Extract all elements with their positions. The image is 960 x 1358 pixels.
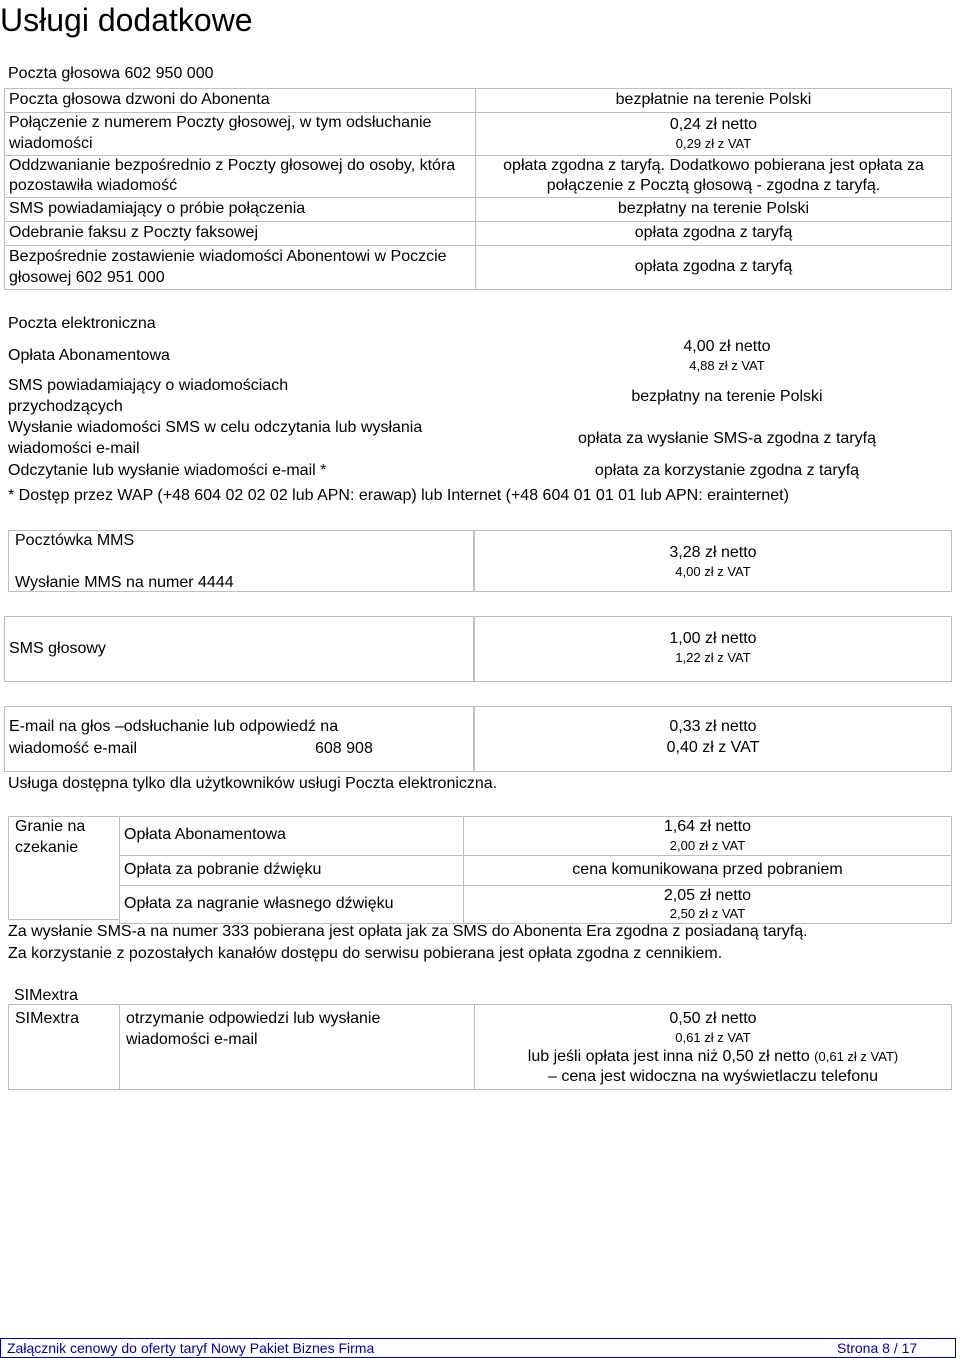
price-net: 0,50 zł netto xyxy=(669,1010,757,1027)
price-vat: 4,88 zł z VAT xyxy=(689,357,765,373)
email-voice-box xyxy=(4,706,474,772)
row-price: opłata zgodna z taryfą. Dodatkowo pobierana jest opłata za połączenie z Pocztą głosową - zgodna z taryfą. xyxy=(476,155,952,198)
table-row xyxy=(5,246,952,290)
mms-box xyxy=(8,530,474,592)
email-voice-label-1: E-mail na głos –odsłuchanie lub odpowiedź na xyxy=(9,718,339,735)
price-vat: 0,61 zł z VAT xyxy=(675,1029,751,1045)
table-row xyxy=(5,155,952,198)
simextra-alt-prefix: lub jeśli opłata jest inna niż 0,50 zł netto xyxy=(527,1047,810,1065)
voice-sms-price-box xyxy=(474,616,952,682)
row-label: Opłata za nagranie własnego dźwięku xyxy=(120,885,464,924)
row-label: Odebranie faksu z Poczty faksowej xyxy=(5,222,476,246)
row-label: Bezpośrednie zostawienie wiadomości Abonentowi w Poczcie głosowej 602 951 000 xyxy=(5,246,476,290)
simextra-name-box xyxy=(8,1004,120,1090)
mms-price-box xyxy=(474,530,952,592)
table-row xyxy=(5,113,952,156)
row-price xyxy=(502,336,952,376)
table-row xyxy=(120,855,952,885)
table-row xyxy=(4,336,952,376)
row-price: opłata zgodna z taryfą xyxy=(476,222,952,246)
row-price: opłata zgodna z taryfą xyxy=(476,246,952,290)
simextra-heading: SIMextra xyxy=(14,987,79,1004)
mms-name: Pocztówka MMS xyxy=(15,532,135,549)
row-price: bezpłatnie na terenie Polski xyxy=(476,89,952,113)
table-row xyxy=(120,817,952,856)
email-voice-price-box xyxy=(474,706,952,772)
simextra-name: SIMextra xyxy=(15,1010,80,1027)
row-label: Opłata za pobranie dźwięku xyxy=(120,855,464,885)
table-row xyxy=(4,376,952,418)
voicemail-table xyxy=(4,88,952,290)
ringback-note-1: Za wysłanie SMS-a na numer 333 pobierana jest opłata jak za SMS do Abonenta Era zgodna z posiadaną taryfą. xyxy=(8,923,808,940)
voice-sms-label: SMS głosowy xyxy=(9,640,106,657)
row-price xyxy=(476,113,952,156)
price-net: 2,05 zł netto xyxy=(663,886,752,904)
row-label: Opłata Abonamentowa xyxy=(8,346,170,364)
ringback-table xyxy=(119,816,952,924)
footer-document-name: Załącznik cenowy do oferty taryf Nowy Pakiet Biznes Firma xyxy=(7,1340,375,1356)
price-net: 0,24 zł netto xyxy=(669,115,758,133)
simextra-alt-suffix: – cena jest widoczna na wyświetlaczu telefonu xyxy=(548,1068,878,1086)
row-price xyxy=(464,885,952,924)
voice-sms-box xyxy=(4,616,474,682)
price-net: 1,64 zł netto xyxy=(663,818,752,835)
table-row xyxy=(120,885,952,924)
email-heading: Poczta elektroniczna xyxy=(8,315,156,332)
page-title: Usługi dodatkowe xyxy=(0,2,253,38)
ringback-name: Granie na czekanie xyxy=(15,818,86,856)
email-voice-note: Usługa dostępna tylko dla użytkowników usługi Poczta elektroniczna. xyxy=(8,775,498,792)
mms-label: Wysłanie MMS na numer 4444 xyxy=(15,574,234,591)
simextra-label-box xyxy=(119,1004,475,1090)
price-vat: 1,22 zł z VAT xyxy=(675,649,751,665)
row-label: Odczytanie lub wysłanie wiadomości e-mail * xyxy=(8,461,327,479)
row-label: SMS powiadamiający o wiadomościach przychodzących xyxy=(8,377,289,415)
simextra-alt-vat: (0,61 zł z VAT) xyxy=(814,1048,899,1064)
price-vat: 0,29 zł z VAT xyxy=(675,135,752,151)
price-net: 0,33 zł netto xyxy=(669,718,757,735)
email-voice-number: 608 908 xyxy=(315,740,373,757)
row-label: Oddzwanianie bezpośrednio z Poczty głosowej do osoby, która pozostawiła wiadomość xyxy=(5,155,476,198)
simextra-label: otrzymanie odpowiedzi lub wysłanie wiadomości e-mail xyxy=(126,1010,381,1048)
page-footer xyxy=(0,1338,956,1358)
price-net: 3,28 zł netto xyxy=(669,544,757,561)
row-label: Połączenie z numerem Poczty głosowej, w tym odsłuchanie wiadomości xyxy=(5,113,476,156)
row-price: bezpłatny na terenie Polski xyxy=(476,198,952,222)
price-net: 4,00 zł netto xyxy=(683,338,771,356)
row-price: opłata za korzystanie zgodna z taryfą xyxy=(594,461,860,479)
row-price xyxy=(464,817,952,856)
row-label: SMS powiadamiający o próbie połączenia xyxy=(5,198,476,222)
row-price: bezpłatny na terenie Polski xyxy=(631,387,823,405)
price-vat: 4,00 zł z VAT xyxy=(675,563,751,579)
price-vat: 0,40 zł z VAT xyxy=(666,738,760,756)
table-row xyxy=(5,198,952,222)
table-row xyxy=(5,89,952,113)
email-table xyxy=(4,336,952,482)
email-access-note: * Dostęp przez WAP (+48 604 02 02 02 lub APN: erawap) lub Internet (+48 604 01 01 01 lub APN: erainternet) xyxy=(8,487,789,504)
footer-page-number: Strona 8 / 17 xyxy=(837,1340,918,1356)
ringback-note-2: Za korzystanie z pozostałych kanałów dostępu do serwisu pobierana jest opłata zgodna z cennikiem. xyxy=(8,945,723,962)
row-price: opłata za wysłanie SMS-a zgodna z taryfą xyxy=(578,429,876,447)
table-row xyxy=(4,460,952,482)
simextra-alt-price xyxy=(475,1047,951,1068)
row-label: Poczta głosowa dzwoni do Abonenta xyxy=(5,89,476,113)
email-voice-label-2: wiadomość e-mail xyxy=(9,740,138,757)
ringback-name-box xyxy=(8,816,120,920)
row-label: Opłata Abonamentowa xyxy=(120,817,464,856)
price-net: 1,00 zł netto xyxy=(669,630,757,647)
table-row xyxy=(4,418,952,460)
price-vat: 2,00 zł z VAT xyxy=(669,837,746,853)
simextra-price-box xyxy=(474,1004,952,1090)
row-label: Wysłanie wiadomości SMS w celu odczytania lub wysłania wiadomości e-mail xyxy=(8,419,423,457)
table-row xyxy=(5,222,952,246)
price-vat: 2,50 zł z VAT xyxy=(669,906,746,922)
voicemail-heading: Poczta głosowa 602 950 000 xyxy=(8,65,214,82)
row-price: cena komunikowana przed pobraniem xyxy=(464,855,952,885)
